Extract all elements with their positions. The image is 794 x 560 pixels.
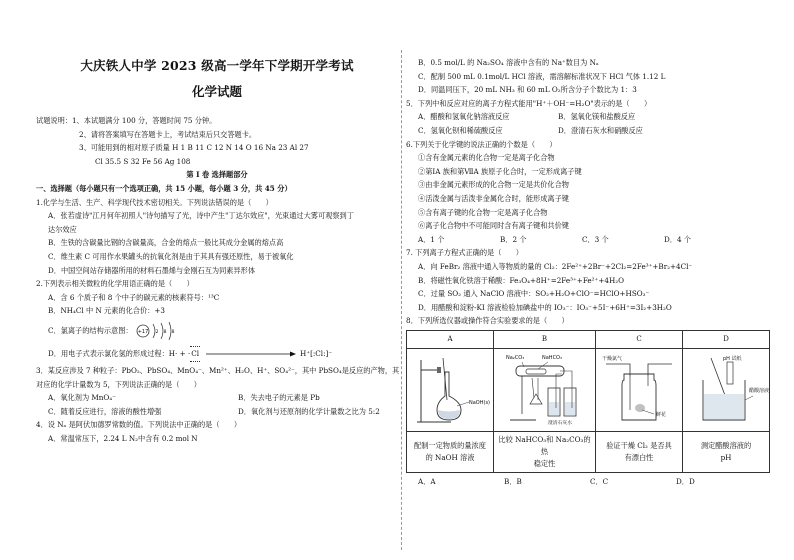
question-3-options-row: [36, 405, 398, 419]
volumetric-flask-figure: [407, 350, 493, 428]
question-2-option-c: [36, 318, 398, 344]
svg-text:8: 8: [163, 329, 167, 335]
figure-a-label: NaOH(s): [469, 399, 491, 406]
table-header-cell: C: [596, 330, 683, 348]
table-header-cell: D: [683, 330, 770, 348]
question-5-option: D．澄清石灰水和硝酸反应: [558, 125, 643, 135]
section-title: 一、选择题（每小题只有一个选项正确，共 15 小题，每小题 3 分，共 45 分）: [36, 183, 292, 193]
experiment-table: [406, 330, 770, 473]
ion-core-label: +17: [137, 328, 148, 335]
question-8-stem: 8．下列所选仪器或操作符合实验要求的是（ ）: [406, 316, 569, 326]
question-1-option: D．中国空间站存储器所用的材料石墨烯与金刚石互为同素异形体: [48, 265, 256, 275]
question-1-option: B．生铁的含碳量比钢的含碳量高，合金的熔点一般比其成分金属的熔点高: [48, 238, 284, 248]
question-5-options-row: [406, 124, 772, 138]
question-8-option: B．B: [504, 476, 522, 486]
figure-d-label-side: 醋酸溶液: [749, 387, 769, 394]
exam-subtitle: 化学试题: [191, 84, 242, 99]
question-6-statement: ③由非金属元素形成的化合物一定是共价化合物: [418, 180, 569, 190]
question-1-option: A．张若虚诗"江月何年初照人"诗句描写了光，诗中产生"丁达尔效应"，光束通过大雾可观察到丁: [48, 211, 354, 221]
question-6-option: D．4 个: [664, 234, 691, 244]
right-column: [406, 56, 772, 488]
question-8-option: A．A: [418, 476, 436, 486]
caption-cell-b: [494, 431, 596, 472]
question-6-options-row: [406, 233, 772, 247]
caption-line: pH: [720, 452, 732, 462]
question-2-option-d-text: D．用电子式表示氯化氢的形成过程：H· + ·: [48, 349, 191, 359]
caption-line: 比较 NaHCO₃和 Na₂CO₃的热: [498, 434, 591, 456]
instruction-line: Cl 35.5 S 32 Fe 56 Ag 108: [95, 156, 191, 166]
caption-line: 的 NaOH 溶液: [425, 452, 475, 462]
instruction-line: 2、请将答案填写在答题卡上，考试结束后只交答题卡。: [79, 129, 257, 139]
figure-c-label-bottom: 鲜花: [656, 411, 667, 418]
question-7-option: C．过量 SO₂ 通入 NaClO 溶液中：SO₂+H₂O+ClO⁻=HClO+HSO₃⁻: [418, 289, 650, 299]
table-figure-row: [407, 348, 770, 431]
exam-title: 大庆铁人中学 2023 级高一学年下学期开学考试: [80, 58, 354, 73]
question-5-option: A．醋酸和氢氧化钠溶液反应: [418, 112, 510, 122]
question-6-option: A．1 个: [418, 234, 445, 244]
question-1-option: 达尔效应: [48, 224, 77, 234]
question-5-options-row: [406, 110, 772, 124]
figure-b-label-right: NaHCO₃: [541, 354, 562, 361]
question-2-option-b: B．NH₄Cl 中 N 元素的化合价：+3: [48, 306, 165, 316]
caption-cell-a: [407, 431, 494, 472]
q2-d-product: H⁺[:Cl:]⁻: [300, 349, 333, 359]
question-6-statement: ⑤含有离子键的化合物一定是离子化合物: [418, 207, 548, 217]
question-3-option: C．随着反应进行，溶液的酸性增强: [48, 406, 162, 416]
figure-a-cell: [407, 348, 494, 431]
question-3-options-row: [36, 391, 398, 405]
table-header-row: [407, 330, 770, 348]
instruction-line: 试题说明：1、本试题满分 100 分，答题时间 75 分钟。: [36, 116, 217, 125]
chloride-ion-diagram: [133, 319, 181, 343]
question-6-statement: ①含有金属元素的化合物一定是离子化合物: [418, 153, 555, 163]
gas-bottle-figure: [596, 350, 682, 428]
table-caption-row: [407, 431, 770, 472]
left-column: [36, 58, 398, 445]
question-3-option: D．氧化剂与还原剂的化学计量数之比为 5:2: [238, 406, 380, 416]
caption-line: 测定醋酸溶液的: [700, 440, 752, 450]
question-2-stem: 2.下列表示相关微粒的化学用语正确的是（ ）: [36, 279, 194, 289]
figure-d-cell: [683, 348, 770, 431]
question-8-options-row: [406, 475, 772, 489]
question-6-option: B．2 个: [500, 234, 527, 244]
svg-text:8: 8: [171, 329, 175, 335]
caption-line: 有漂白性: [624, 452, 654, 462]
question-4-stem: 4．设 Nₐ 是阿伏加德罗常数的值。下列说法中正确的是（ ）: [36, 420, 242, 430]
question-3-stem: 3．某反应涉及 7 种粒子：PbO₂、PbSO₄、MnO₄⁻、Mn²⁺、H₂O、H⁺、SO₄²⁻，其中 PbSO₄是反应的产物，其: [36, 365, 400, 375]
question-8-option: D．D: [676, 476, 695, 486]
question-6-stem: 6.下列关于化学键的说法正确的个数是（ ）: [406, 139, 557, 149]
question-6-statement: ④活泼金属与活泼非金属化合时，能形成离子键: [418, 193, 569, 203]
question-4-option-a: A．常温常压下，2.24 L N₂中含有 0.2 mol N: [48, 433, 198, 443]
question-7-option: B．将磁性氧化铁溶于稀酸：Fe₃O₄+8H⁺=2Fe³⁺+Fe²⁺+4H₂O: [418, 275, 624, 285]
question-3-option: B．失去电子的元素是 Pb: [238, 393, 320, 403]
question-4-option: B．0.5 mol/L 的 Na₂SO₄ 溶液中含有的 Na⁺数目为 Nₐ: [418, 58, 599, 67]
caption-line: 稳定性: [533, 458, 556, 468]
ph-test-figure: [683, 350, 769, 428]
question-7-stem: 7. 下列离子方程式正确的是（ ）: [406, 248, 523, 258]
question-5-stem: 5．下列中和反应对应的离子方程式能用"H⁺＋OH⁻=H₂O"表示的是（ ）: [406, 98, 652, 108]
question-2-option-a: A．含 6 个质子和 8 个中子的碳元素的核素符号：¹³C: [48, 292, 220, 302]
column-divider: [401, 50, 402, 550]
question-3-option: A．氧化剂为 MnO₄⁻: [48, 393, 116, 403]
q2-d-chlorine: Cl: [190, 346, 200, 362]
question-7-option: A．向 FeBr₂ 溶液中通入等物质的量的 Cl₂：2Fe²⁺+2Br⁻+2Cl₂=2Fe³⁺+Br₂+4Cl⁻: [418, 261, 693, 271]
table-header-cell: A: [407, 330, 494, 348]
question-6-statement: ②第ⅠA 族和第ⅦA 族原子化合时，一定形成离子键: [418, 166, 582, 176]
figure-c-cell: [596, 348, 683, 431]
question-2-option-d: [36, 344, 398, 364]
caption-line: 验证干燥 Cl₂ 是否具: [606, 440, 672, 450]
question-4-option: D．同温同压下，20 mL NH₃ 和 60 mL O₂所含分子个数比为 1：3: [418, 85, 637, 95]
instruction-line: 3、可能用到的相对原子质量 H 1 B 11 C 12 N 14 O 16 Na 23 Al 27: [79, 143, 309, 153]
caption-line: 配制一定物质的量浓度: [414, 440, 486, 450]
question-3-stem-cont: 对应的化学计量数为 5，下列说法正确的是（ ）: [36, 379, 201, 389]
caption-cell-c: [596, 431, 683, 472]
figure-b-label-left: Na₂CO₃: [505, 354, 524, 361]
question-7-option: D．用醋酸和淀粉-KI 溶液检验加碘盐中的 IO₃⁻：IO₃⁻+5I⁻+6H⁺=3I₂+3H₂O: [418, 302, 672, 312]
question-2-option-c-text: C．氯离子的结构示意图：: [48, 326, 133, 336]
question-8-option: C．C: [590, 476, 609, 486]
question-4-option: C．配制 500 mL 0.1mol/L HCl 溶液，需溶解标准状况下 HCl 气体 1.12 L: [418, 71, 666, 81]
question-5-option: B．氢氧化镁和盐酸反应: [558, 112, 636, 122]
figure-b-label-bottom: 澄清石灰水: [547, 420, 572, 426]
question-1-stem: 1.化学与生活、生产、科学现代技术密切相关。下列说法错误的是（ ）: [36, 197, 273, 207]
figure-c-label-top: 干燥氯气: [602, 355, 623, 362]
reaction-arrow-icon: [200, 349, 300, 359]
figure-b-cell: [494, 348, 596, 431]
caption-cell-d: [683, 431, 770, 472]
table-header-cell: B: [494, 330, 596, 348]
question-5-option: C．氢氧化钡和稀硫酸反应: [418, 125, 503, 135]
svg-text:2: 2: [155, 329, 159, 335]
figure-d-label-top: pH 试纸: [723, 355, 742, 362]
part-title: 第 I 卷 选择题部分: [186, 170, 248, 180]
question-6-statement: ⑥离子化合物中不可能同时含有离子键和共价键: [418, 221, 569, 231]
question-1-option: C．维生素 C 可用作水果罐头的抗氧化剂是由于其具有强还原性，易于被氧化: [48, 251, 294, 261]
heating-tube-figure: [502, 350, 588, 428]
question-6-option: C．3 个: [582, 234, 609, 244]
